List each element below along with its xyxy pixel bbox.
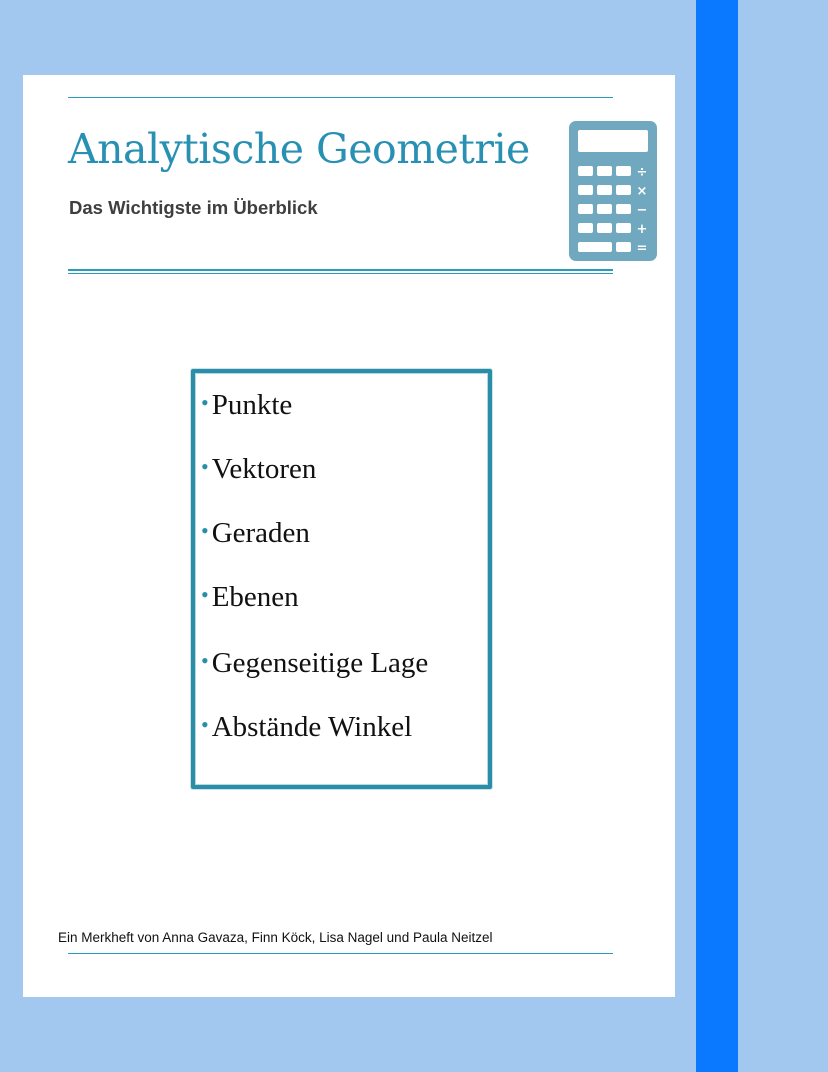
bullet-icon: • — [201, 582, 209, 607]
topic-label: Vektoren — [211, 453, 317, 485]
equals-symbol: = — [636, 241, 648, 256]
topic-item — [201, 711, 412, 744]
header-rule-thick — [68, 269, 613, 271]
calculator-icon — [569, 121, 657, 261]
topic-item — [201, 647, 428, 680]
topics-frame — [191, 369, 492, 789]
bullet-icon: • — [201, 712, 209, 737]
topic-item — [201, 581, 299, 614]
accent-band — [696, 0, 738, 1072]
page-subtitle: Das Wichtigste im Überblick — [69, 197, 318, 218]
topic-label: Gegenseitige Lage — [211, 647, 429, 679]
topic-item — [201, 389, 292, 422]
cover-page — [23, 75, 675, 997]
bullet-icon: • — [201, 648, 209, 673]
bullet-icon: • — [201, 454, 209, 479]
topic-label: Ebenen — [211, 581, 299, 613]
plus-symbol: + — [636, 222, 648, 237]
topic-item — [201, 453, 316, 486]
minus-symbol: − — [636, 203, 648, 218]
page-title: Analytische Geometrie — [68, 125, 530, 173]
multiply-symbol: × — [636, 184, 648, 199]
topic-item — [201, 517, 310, 550]
topic-label: Abstände Winkel — [211, 711, 413, 743]
author-credits: Ein Merkheft von Anna Gavaza, Finn Köck, Lisa Nagel und Paula Neitzel — [58, 930, 493, 945]
header-rule-thin — [68, 273, 613, 274]
divide-symbol: ÷ — [636, 165, 648, 180]
topic-label: Geraden — [211, 517, 310, 549]
bullet-icon: • — [201, 518, 209, 543]
top-rule — [68, 97, 613, 98]
topic-label: Punkte — [211, 389, 293, 421]
bullet-icon: • — [201, 390, 209, 415]
bottom-rule — [68, 953, 613, 954]
